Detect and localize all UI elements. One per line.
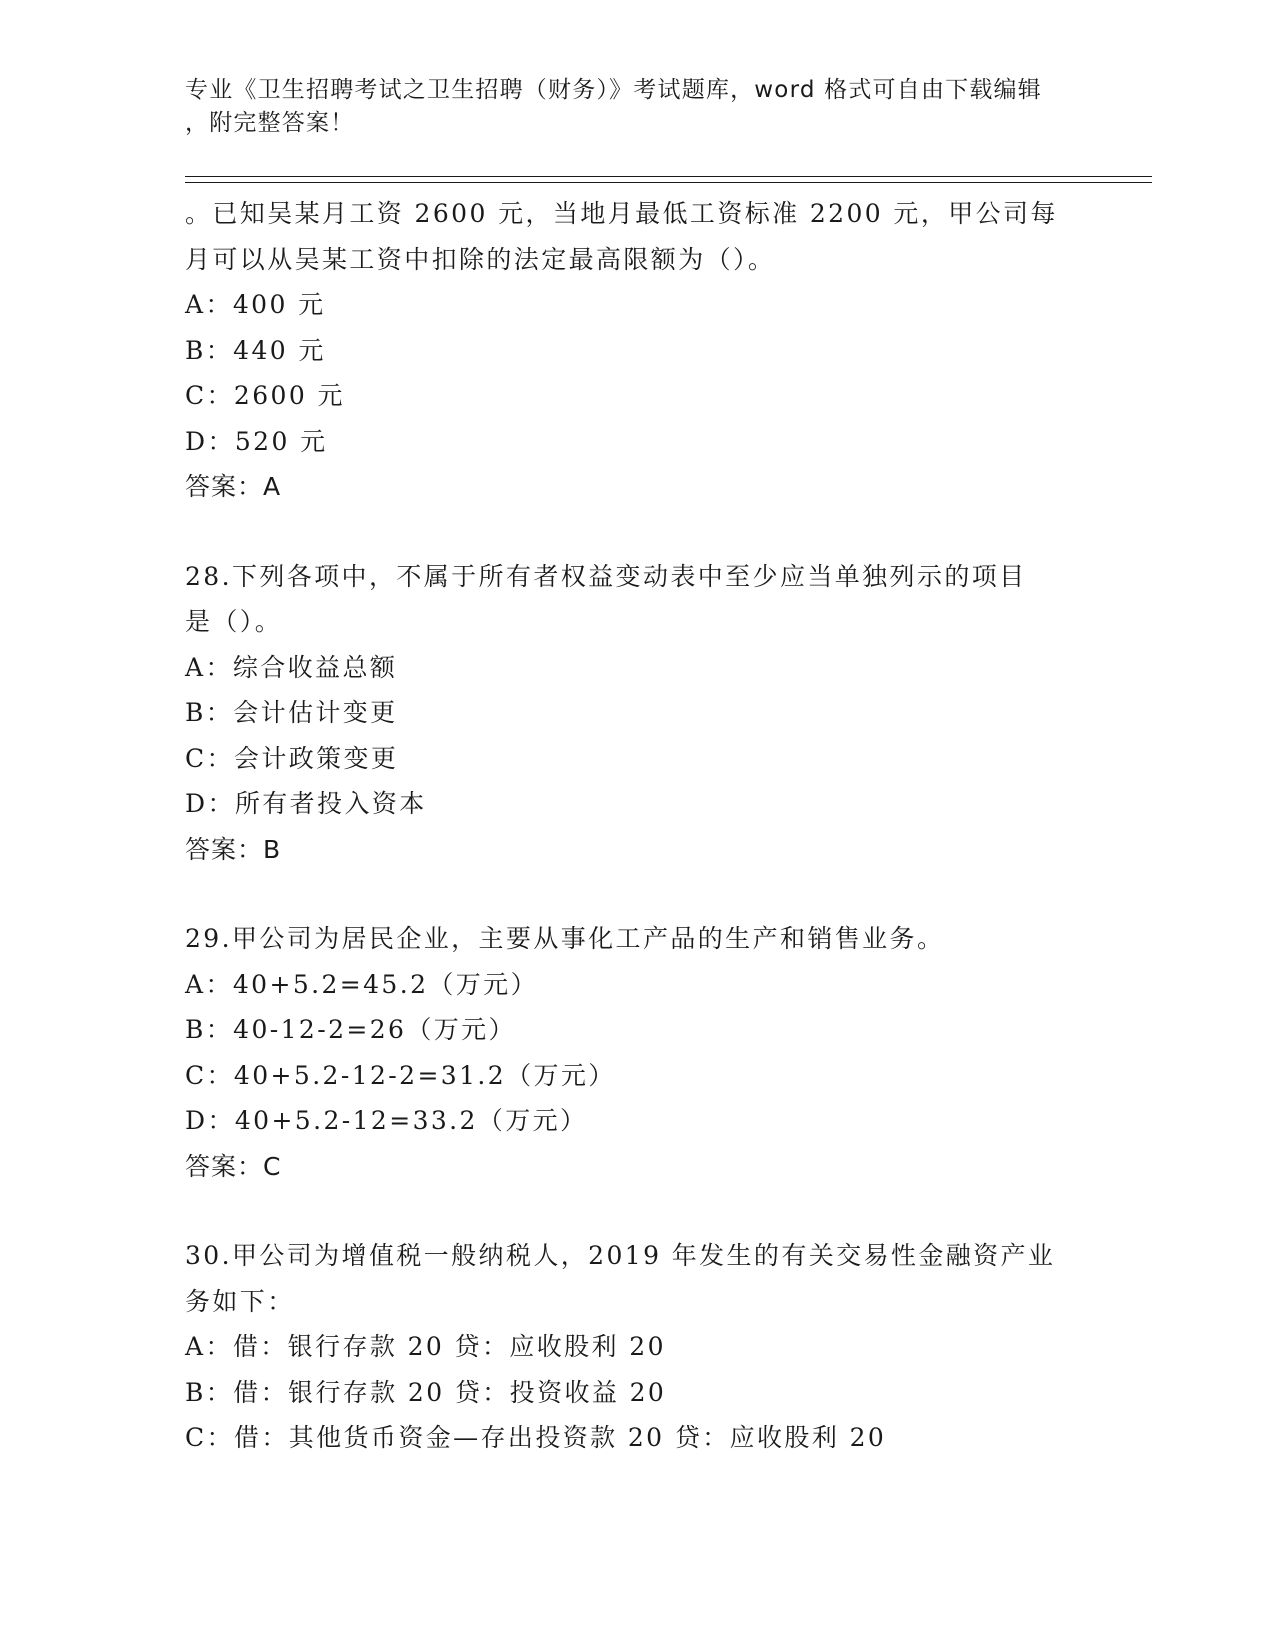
option-a: A：40+5.2=45.2（万元） <box>185 969 538 999</box>
answer-label: 答案：B <box>185 834 282 864</box>
option-a: A：借：银行存款 20 贷：应收股利 20 <box>185 1332 666 1361</box>
question-30 <box>185 1233 1125 1461</box>
option-b: B：40-12-2=26（万元） <box>185 1015 516 1044</box>
question-stem: 29.甲公司为居民企业，主要从事化工产品的生产和销售业务。 <box>185 924 945 953</box>
option-d: D：所有者投入资本 <box>185 789 427 818</box>
answer-label: 答案：A <box>185 472 282 501</box>
document-header <box>185 74 1065 140</box>
option-d: D：520 元 <box>185 426 328 456</box>
option-b: B：借：银行存款 20 贷：投资收益 20 <box>185 1377 667 1407</box>
question-27 <box>185 191 1125 510</box>
option-a: A：400 元 <box>185 290 326 319</box>
option-c: C：会计政策变更 <box>185 743 399 773</box>
question-stem: 务如下： <box>185 1286 295 1316</box>
answer-label: 答案：C <box>185 1151 282 1181</box>
question-29 <box>185 916 1125 1189</box>
option-d: D：40+5.2-12=33.2（万元） <box>185 1106 588 1135</box>
header-line-1: 专业《卫生招聘考试之卫生招聘（财务）》考试题库，word 格式可自由下载编辑 <box>185 77 1042 103</box>
option-c: C：借：其他货币资金—存出投资款 20 贷：应收股利 20 <box>185 1423 887 1452</box>
question-list <box>185 191 1125 1461</box>
question-stem: 月可以从吴某工资中扣除的法定最高限额为（）。 <box>185 244 776 274</box>
header-divider-top <box>185 176 1152 177</box>
question-stem: 28.下列各项中，不属于所有者权益变动表中至少应当单独列示的项目 <box>185 561 1027 591</box>
question-28 <box>185 554 1125 873</box>
option-b: B：440 元 <box>185 335 326 365</box>
option-c: C：40+5.2-12-2=31.2（万元） <box>185 1060 616 1090</box>
question-stem: 是（）。 <box>185 607 283 636</box>
header-divider-bottom <box>185 182 1152 183</box>
option-c: C：2600 元 <box>185 381 345 410</box>
header-line-2: ，附完整答案！ <box>185 110 355 136</box>
option-a: A：综合收益总额 <box>185 652 398 682</box>
option-b: B：会计估计变更 <box>185 698 398 727</box>
question-stem: 30.甲公司为增值税一般纳税人，2019 年发生的有关交易性金融资产业 <box>185 1241 1056 1270</box>
question-stem: 。已知吴某月工资 2600 元，当地月最低工资标准 2200 元，甲公司每 <box>185 199 1058 228</box>
